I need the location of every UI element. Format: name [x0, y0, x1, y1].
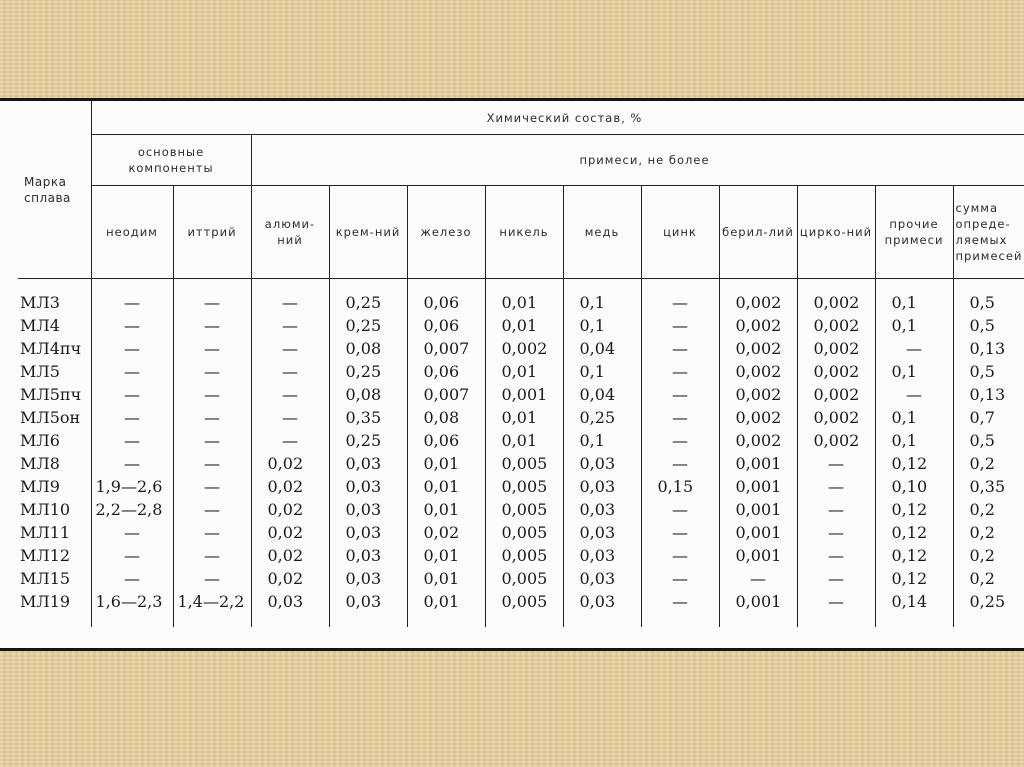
value-cell-copper: 0,03: [563, 498, 641, 521]
table-row: [18, 383, 1024, 406]
value-cell-zinc: —: [641, 498, 719, 521]
value-cell-neodymium: —: [91, 567, 173, 590]
value-cell-beryllium: 0,001: [719, 544, 797, 567]
value-cell-zirconium: 0,002: [797, 314, 875, 337]
alloy-grade-cell: МЛ8: [18, 452, 91, 475]
value-cell-silicon: 0,35: [329, 406, 407, 429]
value-cell-copper: 0,03: [563, 452, 641, 475]
column-header-aluminium: алюми-ний: [251, 186, 329, 279]
value-cell-aluminium: —: [251, 406, 329, 429]
table-row: [18, 475, 1024, 498]
column-header-beryllium: берил-лий: [719, 186, 797, 279]
value-cell-neodymium: 2,2—2,8: [91, 498, 173, 521]
value-cell-beryllium: —: [719, 567, 797, 590]
value-cell-neodymium: —: [91, 279, 173, 315]
value-cell-yttrium: —: [173, 406, 251, 429]
value-cell-total-impurities: 0,5: [969, 293, 995, 312]
value-cell-zinc: —: [641, 406, 719, 429]
value-cell-yttrium: —: [173, 452, 251, 475]
value-cell-other-impurities: 0,10: [875, 475, 953, 498]
value-cell-silicon: 0,08: [329, 383, 407, 406]
alloy-grade-cell: МЛ4пч: [18, 337, 91, 360]
value-cell-zirconium: 0,002: [797, 383, 875, 406]
value-cell-copper: 0,25: [563, 406, 641, 429]
composition-header: Химический состав, %: [91, 101, 1024, 135]
value-cell-silicon: 0,03: [329, 544, 407, 567]
value-cell-other-impurities: 0,12: [875, 567, 953, 590]
value-cell-beryllium: 0,002: [719, 383, 797, 406]
value-cell-iron: 0,06: [407, 314, 485, 337]
value-cell-silicon: 0,03: [329, 498, 407, 521]
value-cell-other-impurities: 0,1: [875, 406, 953, 429]
value-cell-yttrium: —: [173, 279, 251, 315]
value-cell-total-impurities: 0,7: [969, 408, 995, 427]
value-cell-beryllium: 0,001: [719, 521, 797, 544]
value-cell-aluminium: 0,02: [251, 498, 329, 521]
value-cell-other-impurities: 0,12: [875, 521, 953, 544]
value-cell-yttrium: —: [173, 544, 251, 567]
value-cell-copper: 0,1: [563, 360, 641, 383]
column-header-zirconium: цирко-ний: [797, 186, 875, 279]
alloy-grade-cell: МЛ12: [18, 544, 91, 567]
value-cell-yttrium: —: [173, 360, 251, 383]
value-cell-zinc: —: [641, 567, 719, 590]
column-header-total-impurities: сумма опреде-ляемых примесей: [953, 186, 1024, 279]
value-cell-silicon: 0,03: [329, 521, 407, 544]
value-cell-nickel: 0,01: [485, 429, 563, 452]
value-cell-yttrium: —: [173, 567, 251, 590]
column-header-zinc: цинк: [641, 186, 719, 279]
value-cell-aluminium: 0,02: [251, 452, 329, 475]
value-cell-beryllium: 0,002: [719, 360, 797, 383]
value-cell-nickel: 0,01: [485, 360, 563, 383]
value-cell-silicon: 0,03: [329, 475, 407, 498]
table-row: [18, 429, 1024, 452]
alloy-grade-cell: МЛ6: [18, 429, 91, 452]
value-cell-zirconium: 0,002: [797, 337, 875, 360]
value-cell-aluminium: —: [251, 383, 329, 406]
value-cell-silicon: 0,25: [329, 314, 407, 337]
value-cell-total-impurities: 0,13: [969, 385, 1006, 404]
value-cell-total-impurities: 0,25: [969, 592, 1006, 611]
value-cell-zirconium: —: [797, 521, 875, 544]
column-header-other-impurities: прочие примеси: [875, 186, 953, 279]
value-cell-zirconium: —: [797, 498, 875, 521]
value-cell-beryllium: 0,001: [719, 475, 797, 498]
value-cell-aluminium: 0,03: [251, 590, 329, 627]
value-cell-zirconium: —: [797, 567, 875, 590]
value-cell-silicon: 0,25: [329, 279, 407, 315]
value-cell-copper: 0,03: [563, 544, 641, 567]
value-cell-zirconium: —: [797, 590, 875, 627]
chemical-composition-table: [18, 101, 1024, 627]
value-cell-iron: 0,02: [407, 521, 485, 544]
value-cell-other-impurities: 0,14: [875, 590, 953, 627]
value-cell-neodymium: 1,9—2,6: [91, 475, 173, 498]
value-cell-zirconium: —: [797, 475, 875, 498]
column-header-neodymium: неодим: [91, 186, 173, 279]
alloy-grade-cell: МЛ3: [18, 279, 91, 315]
value-cell-zinc: —: [641, 314, 719, 337]
value-cell-beryllium: 0,002: [719, 337, 797, 360]
value-cell-neodymium: —: [91, 521, 173, 544]
value-cell-iron: 0,01: [407, 498, 485, 521]
column-header-copper: медь: [563, 186, 641, 279]
value-cell-zirconium: 0,002: [797, 279, 875, 315]
table-row: [18, 279, 1024, 315]
table-row: [18, 521, 1024, 544]
value-cell-iron: 0,01: [407, 567, 485, 590]
value-cell-total-impurities: 0,13: [969, 339, 1006, 358]
value-cell-silicon: 0,03: [329, 590, 407, 627]
alloy-grade-cell: МЛ11: [18, 521, 91, 544]
value-cell-copper: 0,03: [563, 475, 641, 498]
value-cell-copper: 0,03: [563, 590, 641, 627]
value-cell-beryllium: 0,002: [719, 279, 797, 315]
main-components-header: основные компоненты: [91, 135, 251, 186]
value-cell-zinc: —: [641, 383, 719, 406]
value-cell-iron: 0,01: [407, 590, 485, 627]
table-row: [18, 406, 1024, 429]
value-cell-total-impurities: 0,2: [969, 569, 995, 588]
value-cell-beryllium: 0,001: [719, 452, 797, 475]
value-cell-zinc: —: [641, 360, 719, 383]
alloy-grade-cell: МЛ19: [18, 590, 91, 627]
value-cell-aluminium: —: [251, 429, 329, 452]
value-cell-other-impurities: 0,12: [875, 452, 953, 475]
table-row: [18, 452, 1024, 475]
value-cell-iron: 0,01: [407, 475, 485, 498]
alloy-grade-cell: МЛ4: [18, 314, 91, 337]
value-cell-other-impurities: 0,1: [875, 429, 953, 452]
alloy-grade-cell: МЛ10: [18, 498, 91, 521]
value-cell-zirconium: 0,002: [797, 360, 875, 383]
value-cell-other-impurities: 0,12: [875, 544, 953, 567]
value-cell-other-impurities: 0,1: [875, 279, 953, 315]
value-cell-nickel: 0,01: [485, 406, 563, 429]
value-cell-aluminium: 0,02: [251, 544, 329, 567]
value-cell-copper: 0,1: [563, 314, 641, 337]
value-cell-neodymium: —: [91, 452, 173, 475]
value-cell-zinc: —: [641, 544, 719, 567]
alloy-grade-cell: МЛ9: [18, 475, 91, 498]
value-cell-zinc: —: [641, 337, 719, 360]
document-page: [0, 98, 1024, 651]
impurities-header: примеси, не более: [251, 135, 1024, 186]
value-cell-silicon: 0,08: [329, 337, 407, 360]
value-cell-aluminium: —: [251, 314, 329, 337]
value-cell-yttrium: —: [173, 383, 251, 406]
table-row: [18, 360, 1024, 383]
value-cell-beryllium: 0,001: [719, 498, 797, 521]
value-cell-aluminium: 0,02: [251, 475, 329, 498]
value-cell-zinc: 0,15: [641, 475, 719, 498]
value-cell-aluminium: 0,02: [251, 567, 329, 590]
value-cell-nickel: 0,01: [485, 279, 563, 315]
value-cell-iron: 0,01: [407, 544, 485, 567]
value-cell-beryllium: 0,002: [719, 314, 797, 337]
alloy-grade-cell: МЛ5: [18, 360, 91, 383]
alloy-grade-cell: МЛ5он: [18, 406, 91, 429]
value-cell-other-impurities: 0,1: [875, 314, 953, 337]
value-cell-total-impurities: 0,5: [969, 362, 995, 381]
value-cell-zirconium: —: [797, 452, 875, 475]
value-cell-nickel: 0,005: [485, 544, 563, 567]
value-cell-nickel: 0,01: [485, 314, 563, 337]
value-cell-copper: 0,03: [563, 567, 641, 590]
grade-header: Марка сплава: [18, 101, 91, 279]
value-cell-aluminium: —: [251, 360, 329, 383]
value-cell-total-impurities: 0,2: [969, 546, 995, 565]
value-cell-yttrium: 1,4—2,2: [173, 590, 251, 627]
value-cell-iron: 0,06: [407, 429, 485, 452]
value-cell-neodymium: —: [91, 360, 173, 383]
value-cell-yttrium: —: [173, 314, 251, 337]
value-cell-zinc: —: [641, 429, 719, 452]
value-cell-aluminium: —: [251, 279, 329, 315]
value-cell-other-impurities: —: [875, 383, 953, 406]
column-header-yttrium: иттрий: [173, 186, 251, 279]
value-cell-iron: 0,06: [407, 360, 485, 383]
value-cell-beryllium: 0,001: [719, 590, 797, 627]
value-cell-copper: 0,1: [563, 279, 641, 315]
value-cell-iron: 0,06: [407, 279, 485, 315]
value-cell-nickel: 0,005: [485, 590, 563, 627]
value-cell-zinc: —: [641, 590, 719, 627]
table-row: [18, 314, 1024, 337]
value-cell-aluminium: 0,02: [251, 521, 329, 544]
value-cell-copper: 0,1: [563, 429, 641, 452]
value-cell-nickel: 0,005: [485, 452, 563, 475]
value-cell-neodymium: —: [91, 406, 173, 429]
value-cell-zirconium: —: [797, 544, 875, 567]
value-cell-beryllium: 0,002: [719, 406, 797, 429]
value-cell-other-impurities: 0,12: [875, 498, 953, 521]
table-row: [18, 567, 1024, 590]
value-cell-zinc: —: [641, 452, 719, 475]
value-cell-total-impurities: 0,5: [969, 316, 995, 335]
value-cell-copper: 0,04: [563, 383, 641, 406]
column-header-silicon: крем-ний: [329, 186, 407, 279]
value-cell-iron: 0,08: [407, 406, 485, 429]
value-cell-silicon: 0,03: [329, 452, 407, 475]
value-cell-nickel: 0,005: [485, 521, 563, 544]
column-header-iron: железо: [407, 186, 485, 279]
value-cell-total-impurities: 0,5: [969, 431, 995, 450]
value-cell-yttrium: —: [173, 498, 251, 521]
value-cell-copper: 0,03: [563, 521, 641, 544]
value-cell-neodymium: —: [91, 314, 173, 337]
table-row: [18, 544, 1024, 567]
value-cell-nickel: 0,002: [485, 337, 563, 360]
value-cell-other-impurities: —: [875, 337, 953, 360]
value-cell-nickel: 0,005: [485, 567, 563, 590]
value-cell-total-impurities: 0,35: [969, 477, 1006, 496]
column-header-nickel: никель: [485, 186, 563, 279]
alloy-grade-cell: МЛ15: [18, 567, 91, 590]
value-cell-yttrium: —: [173, 521, 251, 544]
value-cell-zinc: —: [641, 279, 719, 315]
value-cell-nickel: 0,001: [485, 383, 563, 406]
alloy-grade-cell: МЛ5пч: [18, 383, 91, 406]
value-cell-neodymium: —: [91, 337, 173, 360]
value-cell-other-impurities: 0,1: [875, 360, 953, 383]
value-cell-nickel: 0,005: [485, 498, 563, 521]
value-cell-nickel: 0,005: [485, 475, 563, 498]
value-cell-copper: 0,04: [563, 337, 641, 360]
value-cell-zinc: —: [641, 521, 719, 544]
value-cell-total-impurities: 0,2: [969, 454, 995, 473]
table-row: [18, 337, 1024, 360]
value-cell-iron: 0,01: [407, 452, 485, 475]
value-cell-beryllium: 0,002: [719, 429, 797, 452]
value-cell-neodymium: —: [91, 383, 173, 406]
value-cell-neodymium: —: [91, 429, 173, 452]
table-row: [18, 498, 1024, 521]
value-cell-neodymium: —: [91, 544, 173, 567]
value-cell-iron: 0,007: [407, 337, 485, 360]
table-row: [18, 590, 1024, 627]
value-cell-aluminium: —: [251, 337, 329, 360]
value-cell-silicon: 0,25: [329, 429, 407, 452]
value-cell-silicon: 0,03: [329, 567, 407, 590]
value-cell-yttrium: —: [173, 337, 251, 360]
value-cell-yttrium: —: [173, 475, 251, 498]
value-cell-silicon: 0,25: [329, 360, 407, 383]
value-cell-total-impurities: 0,2: [969, 523, 995, 542]
value-cell-zirconium: 0,002: [797, 429, 875, 452]
value-cell-zirconium: 0,002: [797, 406, 875, 429]
value-cell-total-impurities: 0,2: [969, 500, 995, 519]
value-cell-neodymium: 1,6—2,3: [91, 590, 173, 627]
value-cell-yttrium: —: [173, 429, 251, 452]
value-cell-iron: 0,007: [407, 383, 485, 406]
